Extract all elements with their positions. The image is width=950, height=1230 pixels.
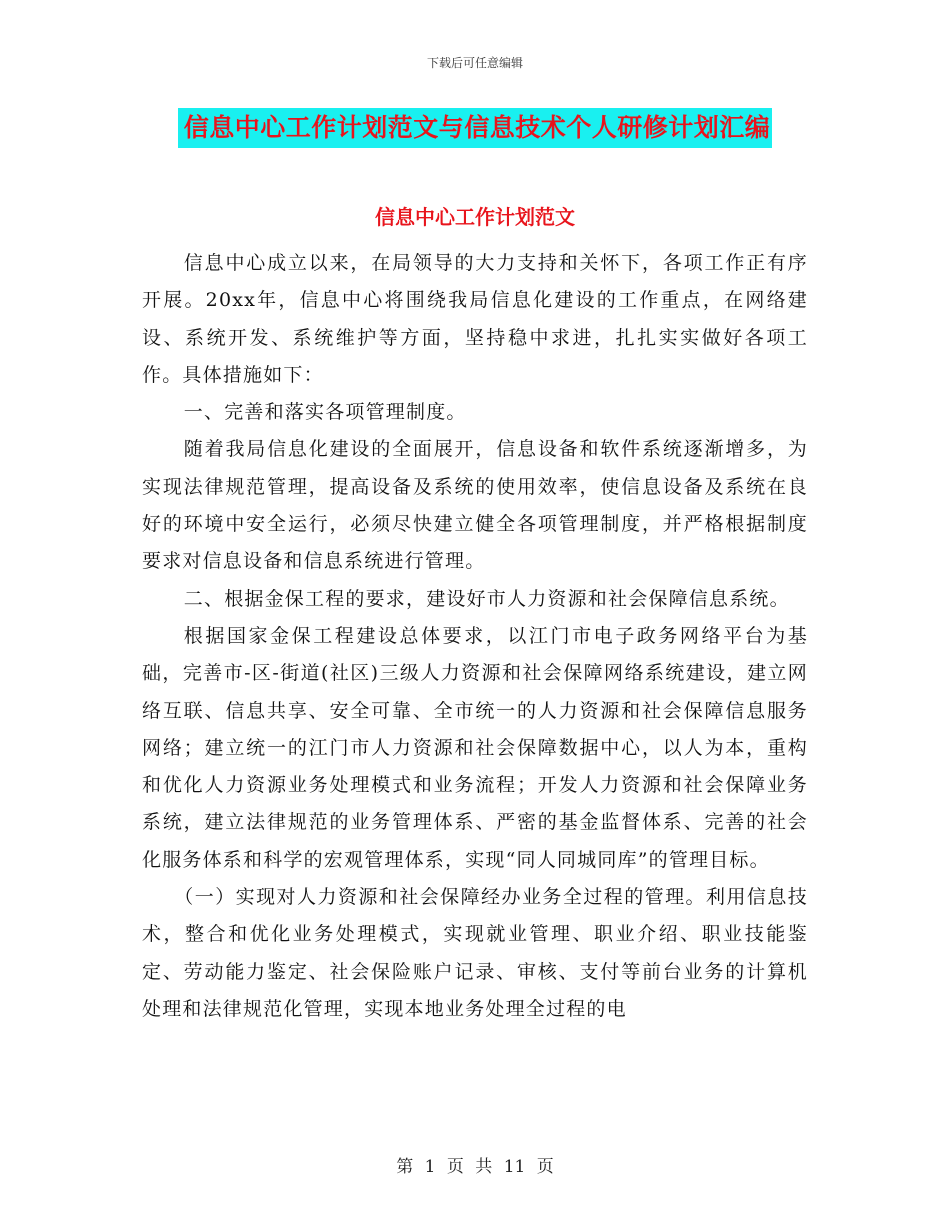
main-title: 信息中心工作计划范文与信息技术个人研修计划汇编 [178, 108, 773, 148]
paragraph-heading-1: 一、完善和落实各项管理制度。 [183, 401, 467, 424]
document-body [142, 245, 808, 1028]
paragraph-management: 随着我局信息化建设的全面展开，信息设备和软件系统逐渐增多，为实现法律规范管理，提高设备及系统的使用效率，使信息设备及系统在良好的环境中安全运行，必须尽快建立健全各项管理制度，并严格根据制度要求对信息设备和信息系统进行管理。 [142, 438, 808, 573]
section-title: 信息中心工作计划范文 [375, 205, 575, 229]
paragraph-subsection-1: （一）实现对人力资源和社会保障经办业务全过程的管理。利用信息技术，整合和优化业务处理模式，实现就业管理、职业介绍、职业技能鉴定、劳动能力鉴定、社会保险账户记录、审核、支付等前台业务的计算机处理和法律规范化管理，实现本地业务处理全过程的电 [142, 886, 808, 1020]
paragraph-golden-security: 根据国家金保工程建设总体要求，以江门市电子政务网络平台为基础，完善市-区-街道(社区)三级人力资源和社会保障网络系统建设，建立网络互联、信息共享、安全可靠、全市统一的人力资源和社会保障信息服务网络；建立统一的江门市人力资源和社会保障数据中心，以人为本，重构和优化人力资源业务处理模式和业务流程；开发人力资源和社会保障业务系统，建立法律规范的业务管理体系、严密的基金监督体系、完善的社会化服务体系和科学的宏观管理体系，实现“同人同城同库”的管理目标。 [142, 624, 808, 871]
paragraph-intro: 信息中心成立以来，在局领导的大力支持和关怀下，各项工作正有序开展。20xx年，信息中心将围绕我局信息化建设的工作重点，在网络建设、系统开发、系统维护等方面，坚持稳中求进，扎扎实实做好各项工作。具体措施如下： [142, 252, 808, 386]
main-title-container [0, 108, 950, 148]
paragraph-heading-2: 二、根据金保工程的要求，建设好市人力资源和社会保障信息系统。 [183, 587, 790, 610]
page-header-note: 下载后可任意编辑 [426, 56, 523, 70]
page-footer: 第 1 页 共 11 页 [396, 1157, 554, 1177]
